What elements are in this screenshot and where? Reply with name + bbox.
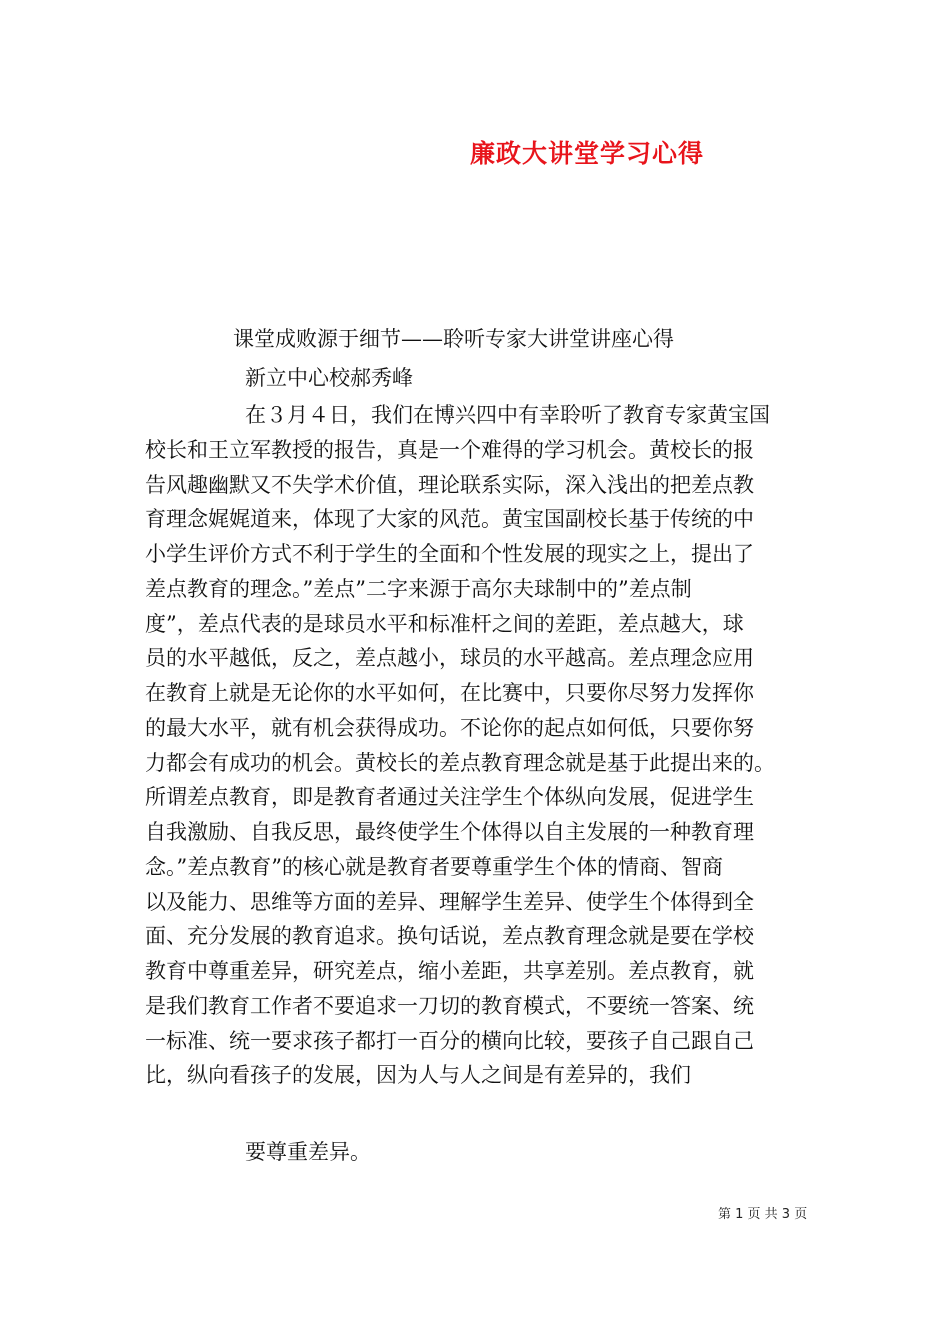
body-line: 告风趣幽默又不失学术价值，理论联系实际，深入浅出的把差点教 — [145, 472, 754, 497]
body-line: 比，纵向看孩子的发展，因为人与人之间是有差异的，我们 — [145, 1063, 691, 1088]
body-line: 校长和王立军教授的报告，真是一个难得的学习机会。黄校长的报 — [145, 437, 754, 462]
body-line: 在教育上就是无论你的水平如何，在比赛中，只要你尽努力发挥你 — [145, 681, 754, 705]
article-subtitle: 课堂成败源于细节——聆听专家大讲堂讲座心得 — [233, 327, 674, 351]
body-line: 力都会有成功的机会。黄校长的差点教育理念就是基于此提出来的。 — [145, 750, 775, 775]
body-line: 一标准、统一要求孩子都打一百分的横向比较，要孩子自己跟自己 — [145, 1028, 754, 1053]
body-line: 教育中尊重差异，研究差点，缩小差距，共享差别。差点教育，就 — [145, 959, 754, 983]
body-line: 度”，差点代表的是球员水平和标准杆之间的差距，差点越大，球 — [145, 611, 744, 636]
body-line: 育理念娓娓道来，体现了大家的风范。黄宝国副校长基于传统的中 — [145, 507, 754, 532]
body-line: 员的水平越低，反之，差点越小，球员的水平越高。差点理念应用 — [145, 646, 754, 671]
body-line: 自我激励、自我反思，最终使学生个体得以自主发展的一种教育理 — [145, 820, 754, 844]
page-title: 廉政大讲堂学习心得 — [470, 139, 705, 168]
body-line: 差点教育的理念。”差点”二字来源于高尔夫球制中的”差点制 — [145, 576, 692, 601]
body-line: 所谓差点教育，即是教育者通过关注学生个体纵向发展，促进学生 — [145, 785, 754, 810]
closing-line: 要尊重差异。 — [245, 1140, 371, 1164]
body-line: 是我们教育工作者不要追求一刀切的教育模式，不要统一答案、统 — [145, 993, 754, 1018]
body-line: 的最大水平，就有机会获得成功。不论你的起点如何低，只要你努 — [145, 715, 754, 740]
body-line: 小学生评价方式不利于学生的全面和个性发展的现实之上，提出了 — [145, 542, 754, 566]
body-line: 念。”差点教育”的核心就是教育者要尊重学生个体的情商、智商 — [145, 854, 723, 879]
page-number-footer: 第 1 页 共 3 页 — [718, 1207, 808, 1222]
body-line: 在３月４日，我们在博兴四中有幸聆听了教育专家黄宝国 — [245, 403, 770, 427]
body-line: 面、充分发展的教育追求。换句话说，差点教育理念就是要在学校 — [145, 924, 754, 949]
body-line: 以及能力、思维等方面的差异、理解学生差异、使学生个体得到全 — [145, 889, 754, 914]
article-body — [145, 398, 825, 1093]
author-line: 新立中心校郝秀峰 — [245, 366, 413, 390]
